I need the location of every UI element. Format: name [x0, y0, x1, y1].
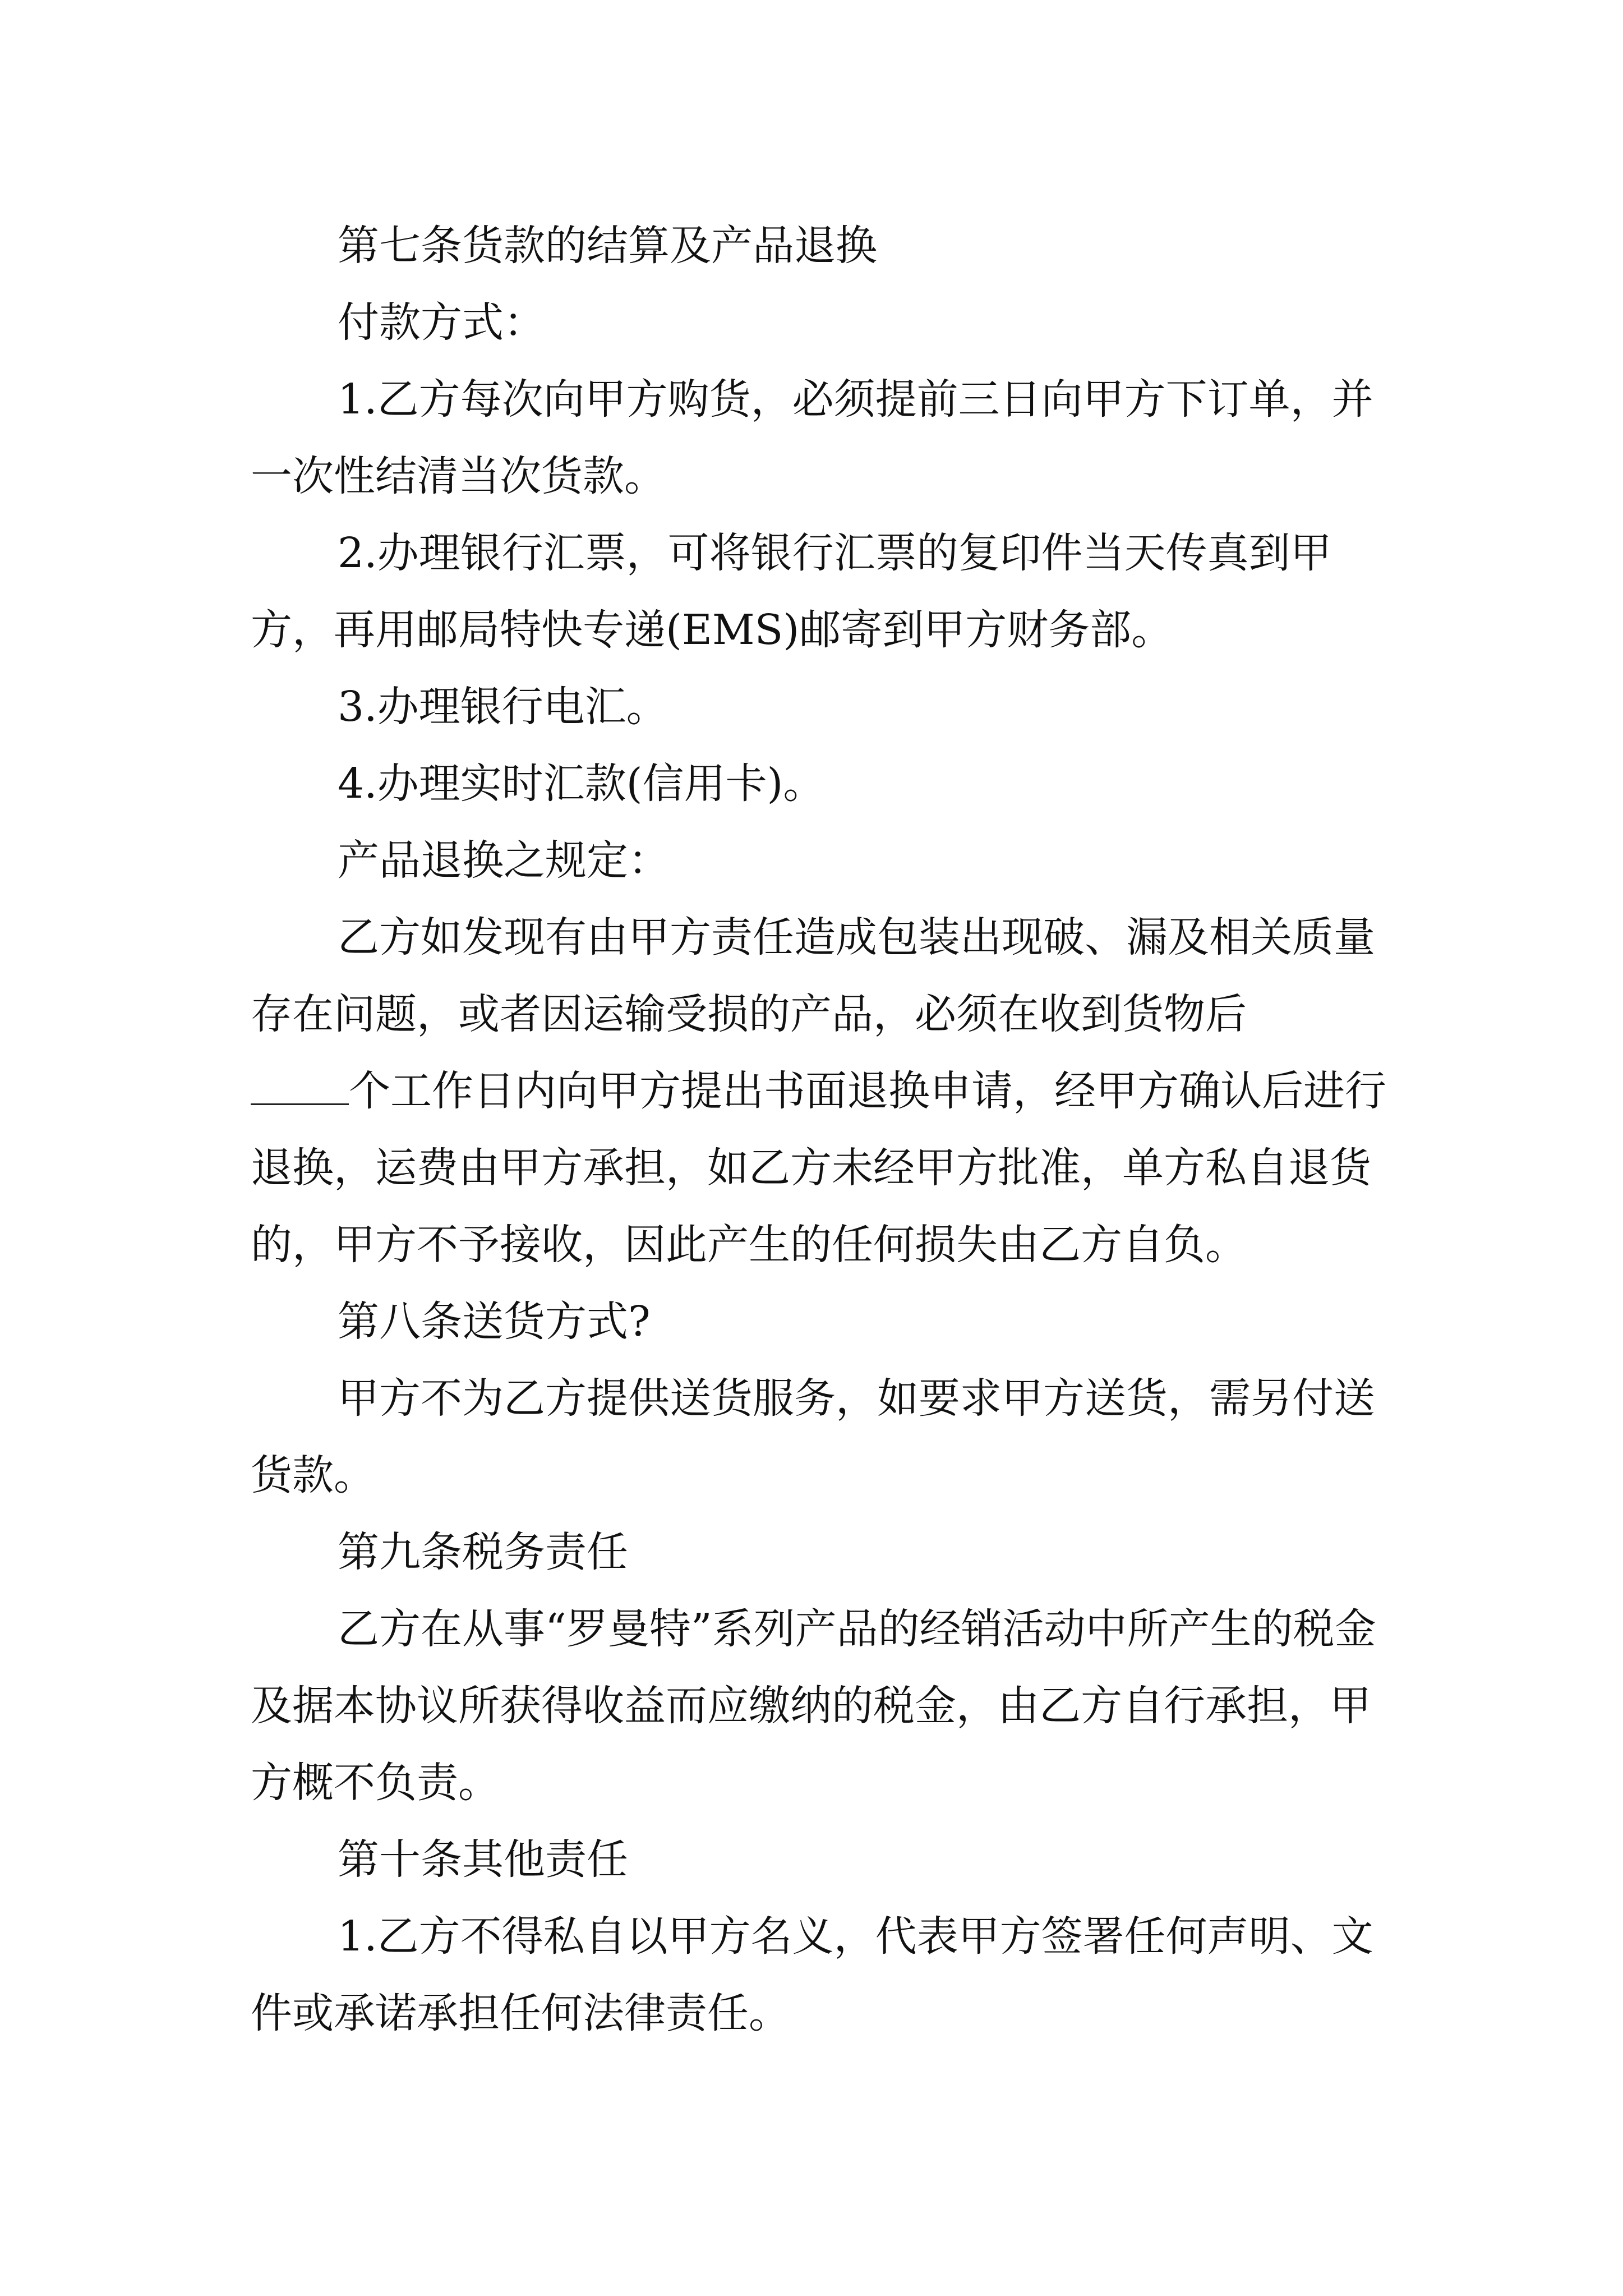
return-rules-paragraph: [251, 899, 1406, 1283]
article-10-heading: 第十条其他责任: [338, 1835, 628, 1884]
other-liability-clause-1: 1.乙方不得私自以甲方名义，代表甲方签署任何声明、文件或承诺承担任何法律责任。: [251, 1912, 1373, 2037]
payment-clause-2: 2.办理银行汇票，可将银行汇票的复印件当天传真到甲方，再用邮局特快专递(EMS)邮寄到甲方财务部。: [251, 529, 1332, 654]
payment-clause-4: 4.办理实时汇款(信用卡)。: [338, 760, 825, 808]
payment-method-heading: 付款方式：: [338, 298, 545, 347]
payment-clause-3: 3.办理银行电汇。: [338, 683, 668, 731]
return-rules-text-part1: 乙方如发现有由甲方责任造成包装出现破、漏及相关质量存在问题，或者因运输受损的产品，必须在收到货物后: [251, 913, 1375, 1038]
return-rules-text-part2: 个工作日内向甲方提出书面退换申请，经甲方确认后进行退换，运费由甲方承担，如乙方未经甲方批准，单方私自退货的，甲方不予接收，因此产生的任何损失由乙方自负。: [251, 1067, 1386, 1269]
article-7-heading: 第七条货款的结算及产品退换: [338, 222, 877, 270]
tax-paragraph: 乙方在从事“罗曼特”系列产品的经销活动中所产生的税金及据本协议所获得收益而应缴纳的税金，由乙方自行承担，甲方概不负责。: [251, 1605, 1376, 1807]
document-body: [251, 208, 1406, 2052]
delivery-paragraph: 甲方不为乙方提供送货服务，如要求甲方送货，需另付送货款。: [251, 1374, 1375, 1499]
return-rules-heading: 产品退换之规定：: [338, 836, 670, 885]
article-8-heading: 第八条送货方式?: [338, 1297, 651, 1346]
payment-clause-1: 1.乙方每次向甲方购货，必须提前三日向甲方下订单，并一次性结清当次货款。: [251, 375, 1373, 500]
working-days-blank: [251, 1070, 349, 1105]
article-9-heading: 第九条税务责任: [338, 1528, 628, 1576]
